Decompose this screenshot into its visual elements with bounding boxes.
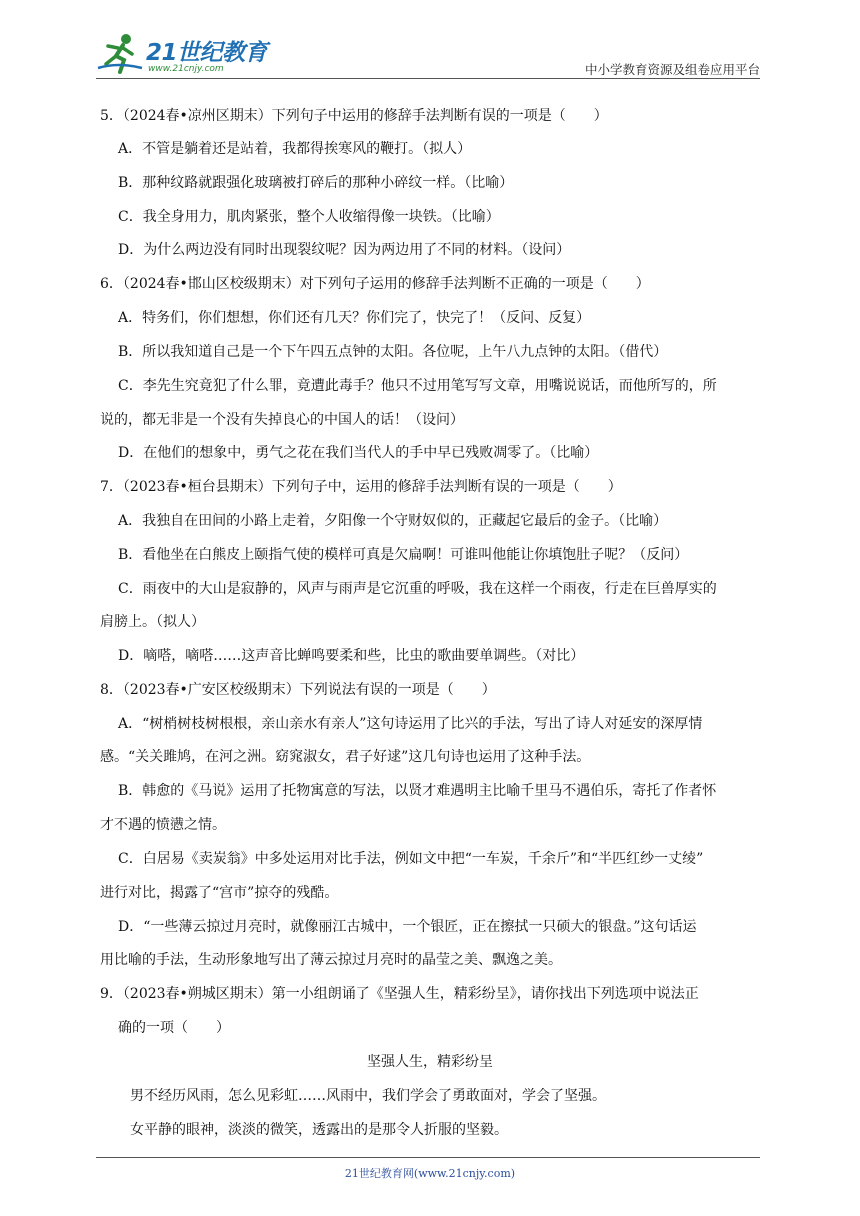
- question-8-option-c-cont: 进行对比，揭露了“宫市”掠夺的残酷。: [100, 885, 339, 901]
- page-header: [96, 30, 760, 78]
- question-8-stem: 8．（2023春•广安区校级期末）下列说法有误的一项是（ ）: [100, 682, 496, 698]
- question-5-option-c: C．我全身用力，肌肉紧张，整个人收缩得像一块铁。（比喻）: [118, 209, 500, 225]
- question-6-option-c: C．李先生究竟犯了什么罪，竟遭此毒手？他只不过用笔写写文章，用嘴说说话，而他所写的，所: [118, 378, 717, 394]
- question-9-stem-cont: 确的一项（ ）: [118, 1020, 230, 1036]
- logo-text: 21世纪教育: [146, 40, 268, 66]
- footer-link[interactable]: 21世纪教育网(www.21cnjy.com): [344, 1167, 516, 1180]
- question-8-option-d: D．“一些薄云掠过月亮时，就像丽江古城中，一个银匠，正在擦拭一只硕大的银盘。”这句话运: [118, 919, 697, 935]
- question-5-stem: 5．（2024春•凉州区期末）下列句子中运用的修辞手法判断有误的一项是（ ）: [100, 108, 608, 124]
- poem-line-1: 男不经历风雨，怎么见彩虹……风雨中，我们学会了勇敢面对，学会了坚强。: [130, 1088, 606, 1104]
- runner-logo-icon: [96, 32, 144, 76]
- question-8-option-a: A．“树梢树枝树根根，亲山亲水有亲人”这句诗运用了比兴的手法，写出了诗人对延安的深厚情: [118, 716, 703, 732]
- question-8-option-b-cont: 才不遇的愤懑之情。: [100, 817, 226, 833]
- header-divider: [96, 78, 760, 79]
- question-6-option-a: A．特务们，你们想想，你们还有几天？你们完了，快完了！（反问、反复）: [118, 310, 591, 326]
- poem-line-2: 女平静的眼神，淡淡的微笑，透露出的是那令人折服的坚毅。: [130, 1122, 508, 1138]
- question-6-option-d: D．在他们的想象中，勇气之花在我们当代人的手中早已残败凋零了。（比喻）: [118, 445, 599, 461]
- site-logo[interactable]: [96, 32, 266, 76]
- question-7-option-a: A．我独自在田间的小路上走着，夕阳像一个守财奴似的，正藏起它最后的金子。（比喻）: [118, 513, 668, 529]
- platform-title: 中小学教育资源及组卷应用平台: [584, 62, 760, 77]
- question-7-option-c-cont: 肩膀上。（拟人）: [100, 614, 205, 630]
- question-5-option-a: A．不管是躺着还是站着，我都得挨寒风的鞭打。（拟人）: [118, 141, 472, 157]
- question-8-option-b: B．韩愈的《马说》运用了托物寓意的写法，以贤才难遇明主比喻千里马不遇伯乐，寄托了作者怀: [118, 783, 717, 799]
- question-8-option-c: C．白居易《卖炭翁》中多处运用对比手法，例如文中把“一车炭，千余斤”和“半匹红纱一丈绫”: [118, 851, 704, 867]
- question-5-option-b: B．那种纹路就跟强化玻璃被打碎后的那种小碎纹一样。（比喻）: [118, 175, 514, 191]
- question-9-stem: 9．（2023春•朔城区期末）第一小组朗诵了《坚强人生，精彩纷呈》，请你找出下列选项中说法正: [100, 986, 699, 1002]
- question-7-option-b: B．看他坐在白熊皮上颐指气使的模样可真是欠扁啊！可谁叫他能让你填饱肚子呢？（反问）: [118, 547, 689, 563]
- question-6-option-c-cont: 说的，都无非是一个没有失掉良心的中国人的话！（设问）: [100, 412, 464, 428]
- question-8-option-a-cont: 感。“关关雎鸠，在河之洲。窈窕淑女，君子好逑”这几句诗也运用了这种手法。: [100, 749, 591, 765]
- logo-url: www.21cnjy.com: [148, 64, 224, 74]
- question-7-option-d: D．嘀嗒，嘀嗒……这声音比蝉鸣要柔和些，比虫的歌曲要单调些。（对比）: [118, 648, 585, 664]
- question-6-option-b: B．所以我知道自己是一个下午四五点钟的太阳。各位呢，上午八九点钟的太阳。（借代）: [118, 344, 668, 360]
- question-5-option-d: D．为什么两边没有同时出现裂纹呢？因为两边用了不同的材料。（设问）: [118, 242, 571, 258]
- poem-title: 坚强人生，精彩纷呈: [367, 1054, 493, 1070]
- footer-divider: [96, 1157, 760, 1158]
- question-7-option-c: C．雨夜中的大山是寂静的，风声与雨声是它沉重的呼吸，我在这样一个雨夜，行走在巨兽厚实的: [118, 581, 717, 597]
- question-8-option-d-cont: 用比喻的手法，生动形象地写出了薄云掠过月亮时的晶莹之美、飘逸之美。: [100, 952, 562, 968]
- question-6-stem: 6．（2024春•邯山区校级期末）对下列句子运用的修辞手法判断不正确的一项是（ ）: [100, 276, 650, 292]
- question-7-stem: 7．（2023春•桓台县期末）下列句子中，运用的修辞手法判断有误的一项是（ ）: [100, 479, 622, 495]
